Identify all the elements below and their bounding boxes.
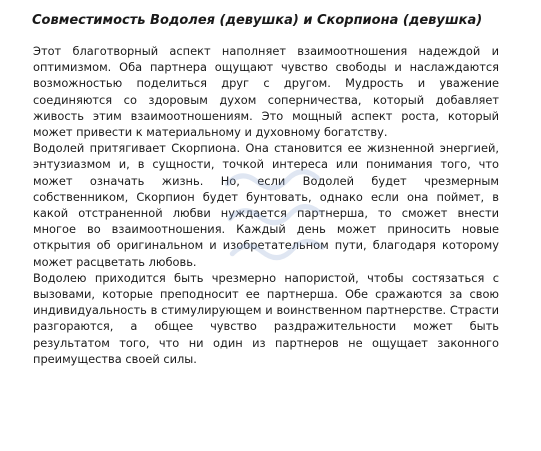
article-title: Совместимость Водолея (девушка) и Скорпиона (девушка) bbox=[32, 13, 483, 28]
paragraph: Водолею приходится быть чрезмерно напористой, чтобы состязаться с вызовами, которые преподносит ее партнерша. Обе сражаются за свою индивидуальность в стимулирующем и воинственном партнерстве. Страсти разгораются, а общее чувство раздражительности может быть результатом того, что ни один из партнеров не ощущает законного преимущества своей силы. bbox=[33, 270, 499, 366]
paragraph: Водолей притягивает Скорпиона. Она становится ее жизненной энергией, энтузиазмом и, в сущности, точкой интереса или понимания того, что может означать жизнь. Но, если Водолей будет чрезмерным собственником, Скорпион будет бунтовать, однако если она поймет, в какой отстраненной любви нуждается партнерша, то сможет внести многое во взаимоотношения. Каждый день может приносить новые открытия об оригинальном и изобретательном пути, благодаря которому может расцветать любовь. bbox=[33, 141, 499, 269]
article-body bbox=[33, 43, 499, 367]
paragraph: Этот благотворный аспект наполняет взаимоотношения надеждой и оптимизмом. Оба партнера ощущают чувство свободы и наслаждаются возможностью поделиться друг с другом. Мудрость и уважение соединяются со здоровым духом соперничества, который добавляет живость этим взаимоотношениям. Это мощный аспект роста, который может привести к материальному и духовному богатству. bbox=[33, 44, 499, 140]
